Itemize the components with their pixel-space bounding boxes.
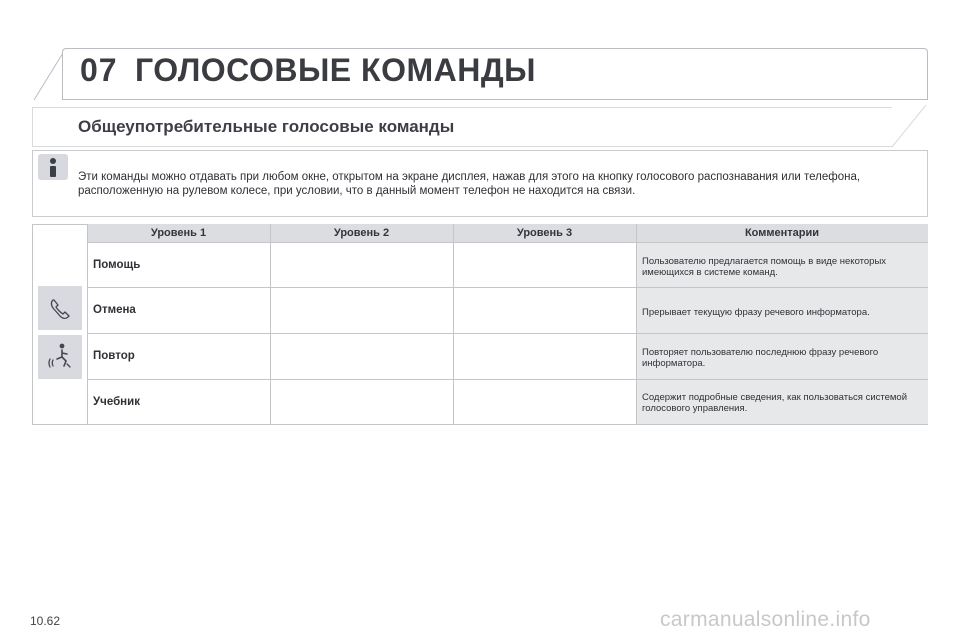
table-header-comments: Комментарии [636, 224, 928, 242]
comment-repeat: Повторяет пользователю последнюю фразу речевого информатора. [642, 347, 879, 369]
table-row [636, 288, 928, 333]
table-divider [453, 224, 454, 425]
command-repeat: Повтор [93, 350, 135, 362]
table-divider [87, 242, 928, 243]
table-divider [636, 224, 637, 425]
info-text: Эти команды можно отдавать при любом окне, открытом на экране дисплея, нажав для этого на кнопку голосового распознавания или телефона, расположенную на рулевом колесе, при условии, что в данный момент телефон не находится на связи. [78, 171, 861, 197]
table-row [636, 334, 928, 379]
table-header-level3: Уровень 3 [453, 224, 636, 242]
phone-icon [38, 286, 82, 330]
table-header-level2: Уровень 2 [270, 224, 453, 242]
voice-command-icon [38, 335, 82, 379]
table-row [636, 243, 928, 287]
table-divider [87, 379, 928, 380]
comment-cancel: Прерывает текущую фразу речевого информатора. [642, 307, 870, 318]
info-icon [38, 154, 68, 180]
chapter-title: ГОЛОСОВЫЕ КОМАНДЫ [135, 52, 536, 88]
table-divider [87, 287, 928, 288]
comment-tutorial: Содержит подробные сведения, как пользоваться системой голосового управления. [642, 392, 908, 414]
command-cancel: Отмена [93, 304, 136, 316]
table-header-level1: Уровень 1 [87, 224, 270, 242]
table-row [636, 380, 928, 424]
table-divider [87, 224, 88, 425]
section-title: Общеупотребительные голосовые команды [78, 117, 455, 136]
table-divider [87, 333, 928, 334]
section-corner-decoration [886, 101, 930, 153]
command-help: Помощь [93, 259, 141, 271]
command-tutorial: Учебник [93, 396, 140, 408]
chapter-number: 07 [80, 52, 118, 88]
watermark: carmanualsonline.info [660, 608, 871, 631]
comment-help: Пользователю предлагается помощь в виде некоторых имеющихся в системе команд. [642, 256, 887, 278]
page-number: 10.62 [30, 614, 61, 628]
table-divider [270, 224, 271, 425]
